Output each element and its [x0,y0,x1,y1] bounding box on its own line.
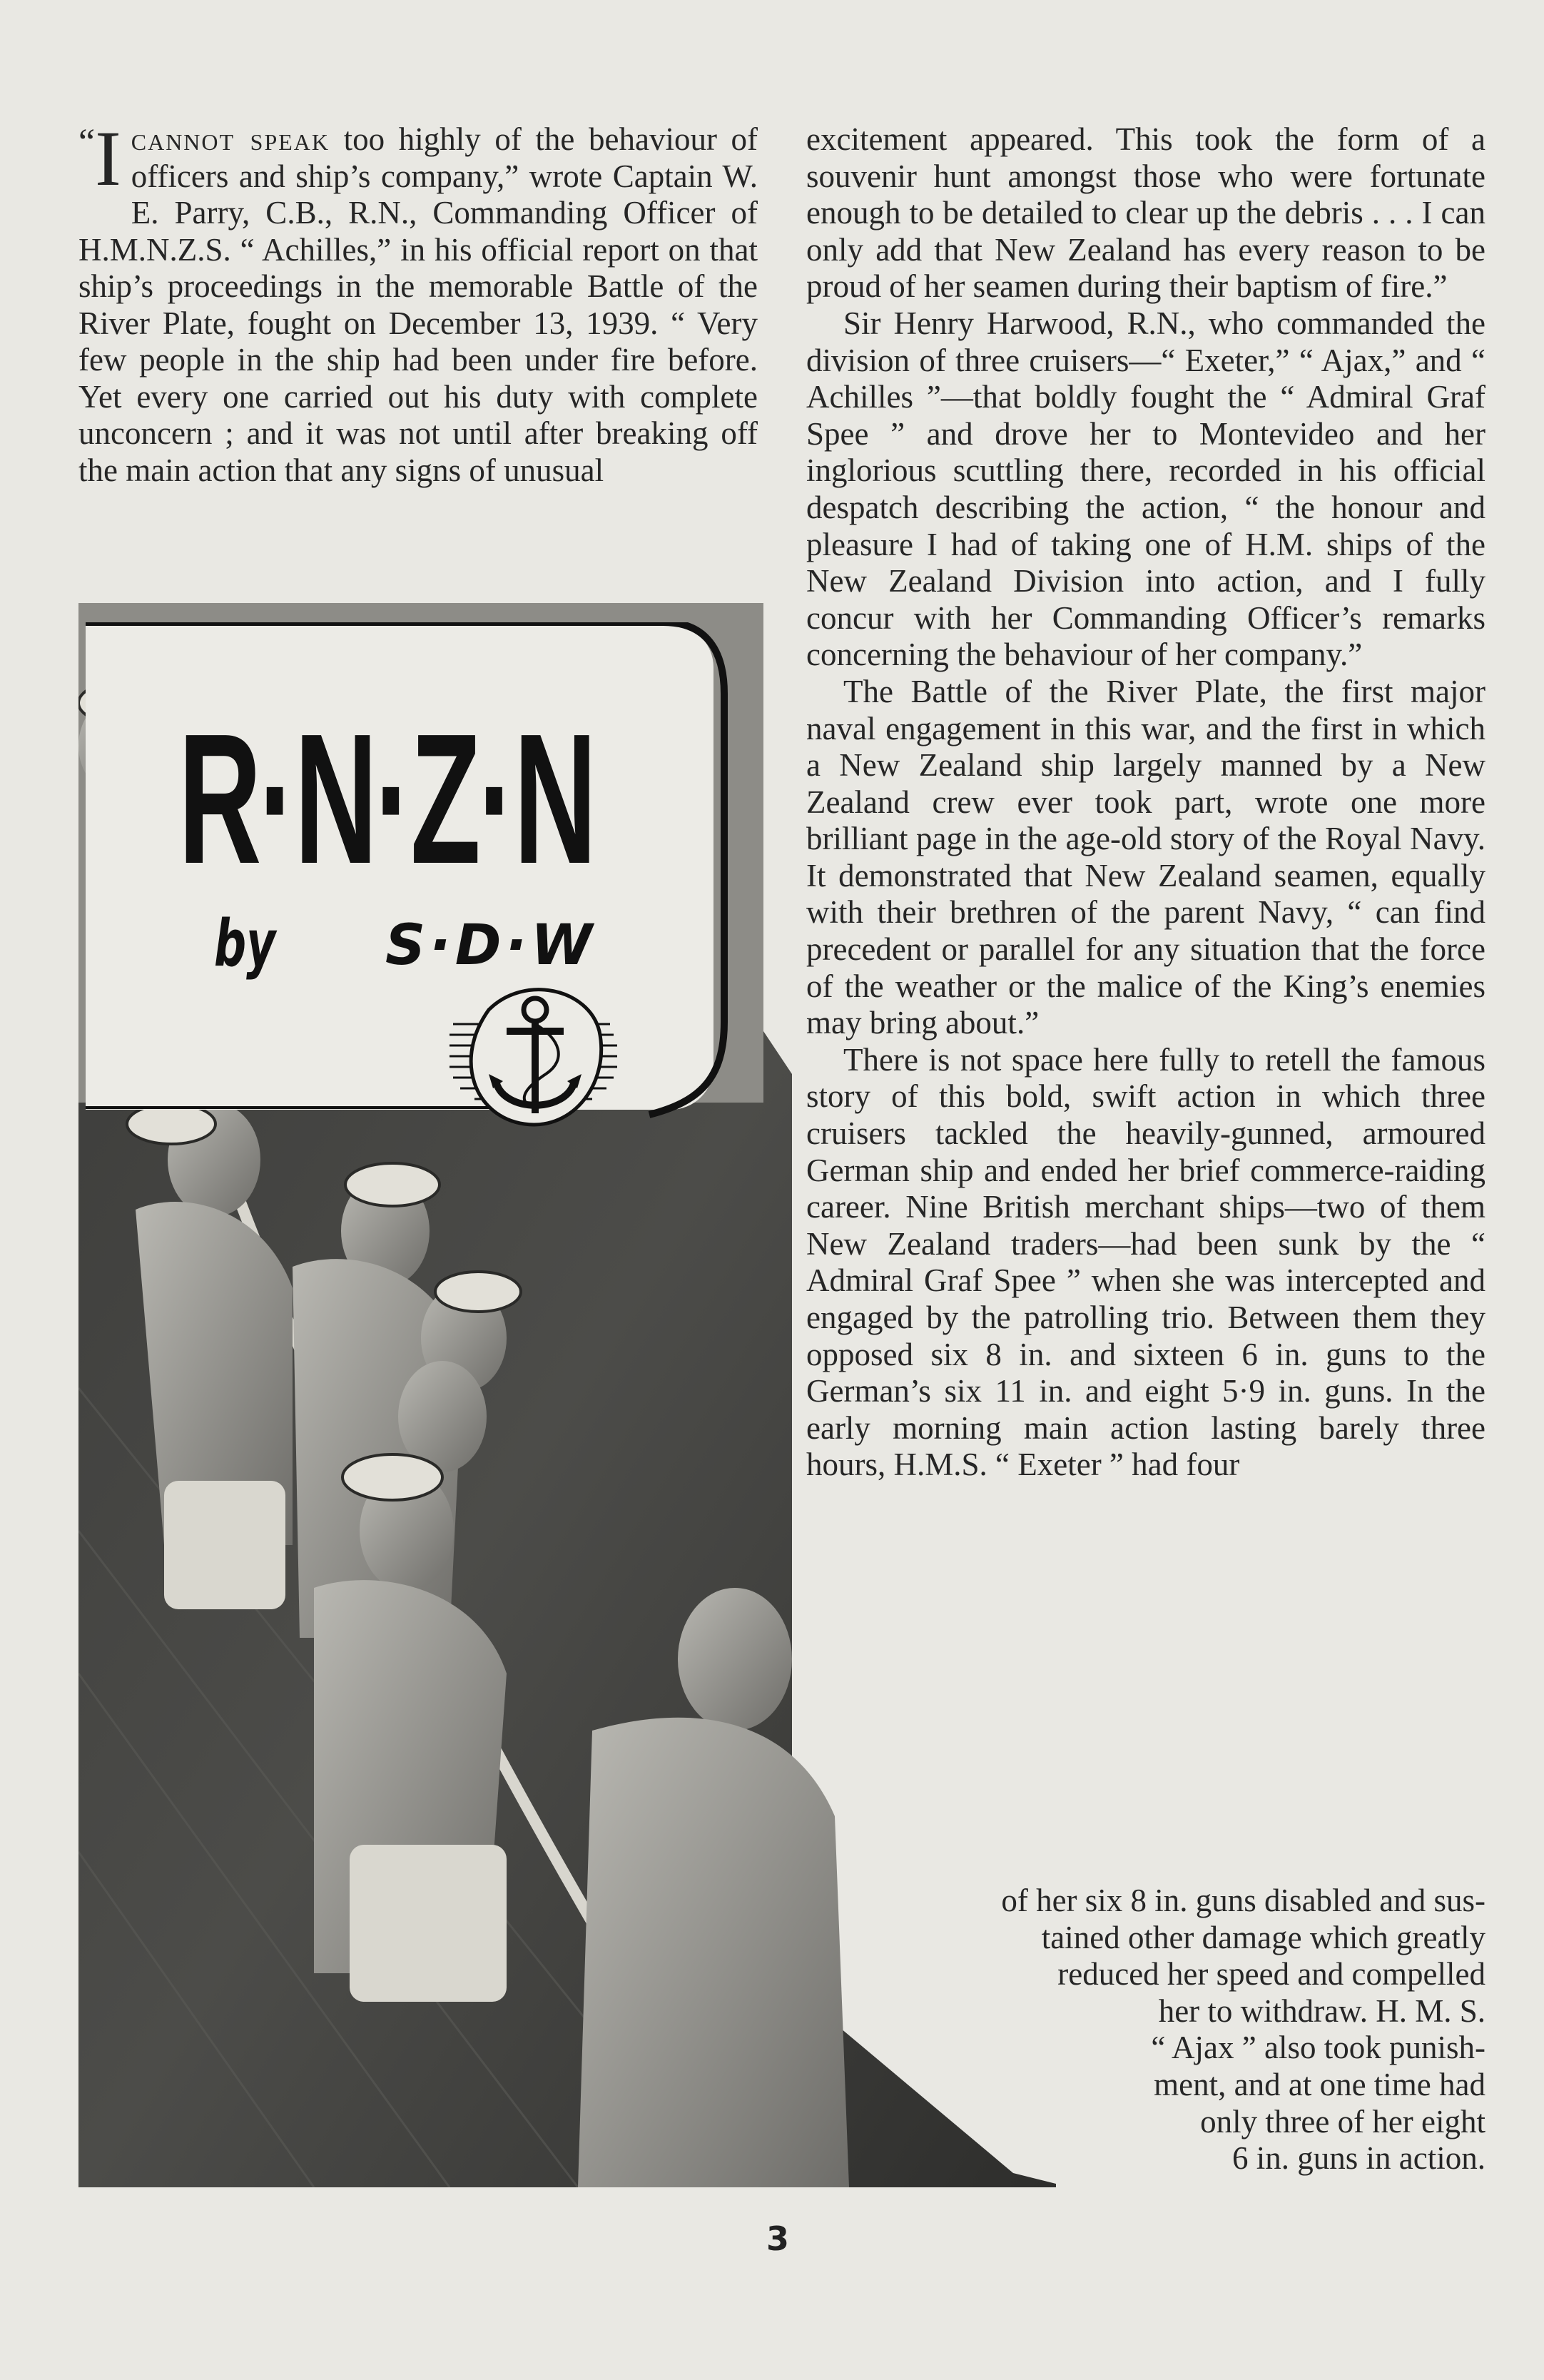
paragraph-1: excitement appeared. This took the form of a souvenir hunt amongst those who were fortunate enough to be detailed to clear up the debris . . . I can only add that New Zealand has every reason to be proud of her seamen during their baptism of fire.” [806,121,1485,305]
tail-line: her to withdraw. H. M. S. [1158,1992,1485,2029]
tail-text [806,1883,1485,2177]
right-column-text [806,121,1485,1484]
drop-cap-quote: “ [78,122,96,163]
drop-cap-letter: I [95,115,121,202]
paragraph-3: The Battle of the River Plate, the first major naval engagement in this war, and the first in which a New Zealand ship largely manned by a New Zealand crew ever took part, wrote one more brilliant page in the age-old story of the Royal Navy. It demonstrated that New Zealand seamen, equally with their brethren of the parent Navy, “ can find precedent or parallel for any situation that the force of the weather or the malice of the King’s enemies may bring about.” [806,673,1485,1041]
page-number: 3 [766,2219,789,2258]
title-author: S·D·W [385,913,597,978]
paragraph-4: There is not space here fully to retell the famous story of this bold, swift action in which three cruisers tackled the heavily-gunned, armoured German ship and ended her brief commerce-raiding career. Nine British merchant ships—two of them New Zealand traders—had been sunk by the “ Admiral Graf Spee ” when she was intercepted and engaged by the patrolling trio. Between them they opposed six 8 in. and sixteen 6 in. guns to the German’s six 11 in. and eight 5·9 in. guns. In the early morning main action lasting barely three hours, H.M.S. “ Exeter ” had four [806,1041,1485,1483]
opening-paragraph: too highly of the behaviour of officers and ship’s company,” wrote Captain W. E. Parry, C.B., R.N., Commanding Officer of H.M.N.Z.S. “ Achilles,” in his official report on that ship’s proceedings in the memorable Battle of the River Plate, fought on December 13, 1939. “ Very few people in the ship had been under fire before. Yet every one carried out his duty with complete unconcern ; and it was not until after breaking off the main action that any signs of unusual [78,121,758,488]
smallcaps-lead: cannot speak [131,121,330,157]
tail-line: only three of her eight [1200,2103,1485,2140]
tail-line: tained other damage which greatly [1041,1919,1485,1955]
drop-cap [78,115,121,202]
left-column-text [78,115,758,489]
tail-line: reduced her speed and compelled [1057,1956,1485,1992]
paragraph-2: Sir Henry Harwood, R.N., who commanded the division of three cruisers—“ Exeter,” “ Ajax,” and “ Achilles ”—that boldly fought the “ Admiral Graf Spee ” and drove her to Montevideo and her inglorious scuttling there, recorded in his official despatch describing the action, “ the honour and pleasure I had of taking one of H.M. ships of the New Zealand Division into action, and I fully concur with her Commanding Officer’s remarks concerning the behaviour of her company.” [806,305,1485,673]
anchor-icon [446,981,624,1138]
tail-line: “ Ajax ” also took punish- [1151,2030,1485,2066]
tail-line: 6 in. guns in action. [1232,2140,1485,2177]
title-by: by [214,906,276,981]
tail-line: of her six 8 in. guns disabled and sus- [1001,1883,1485,1918]
title-rnzn: R·N·Z·N [178,696,594,903]
tail-line: ment, and at one time had [1154,2066,1485,2102]
